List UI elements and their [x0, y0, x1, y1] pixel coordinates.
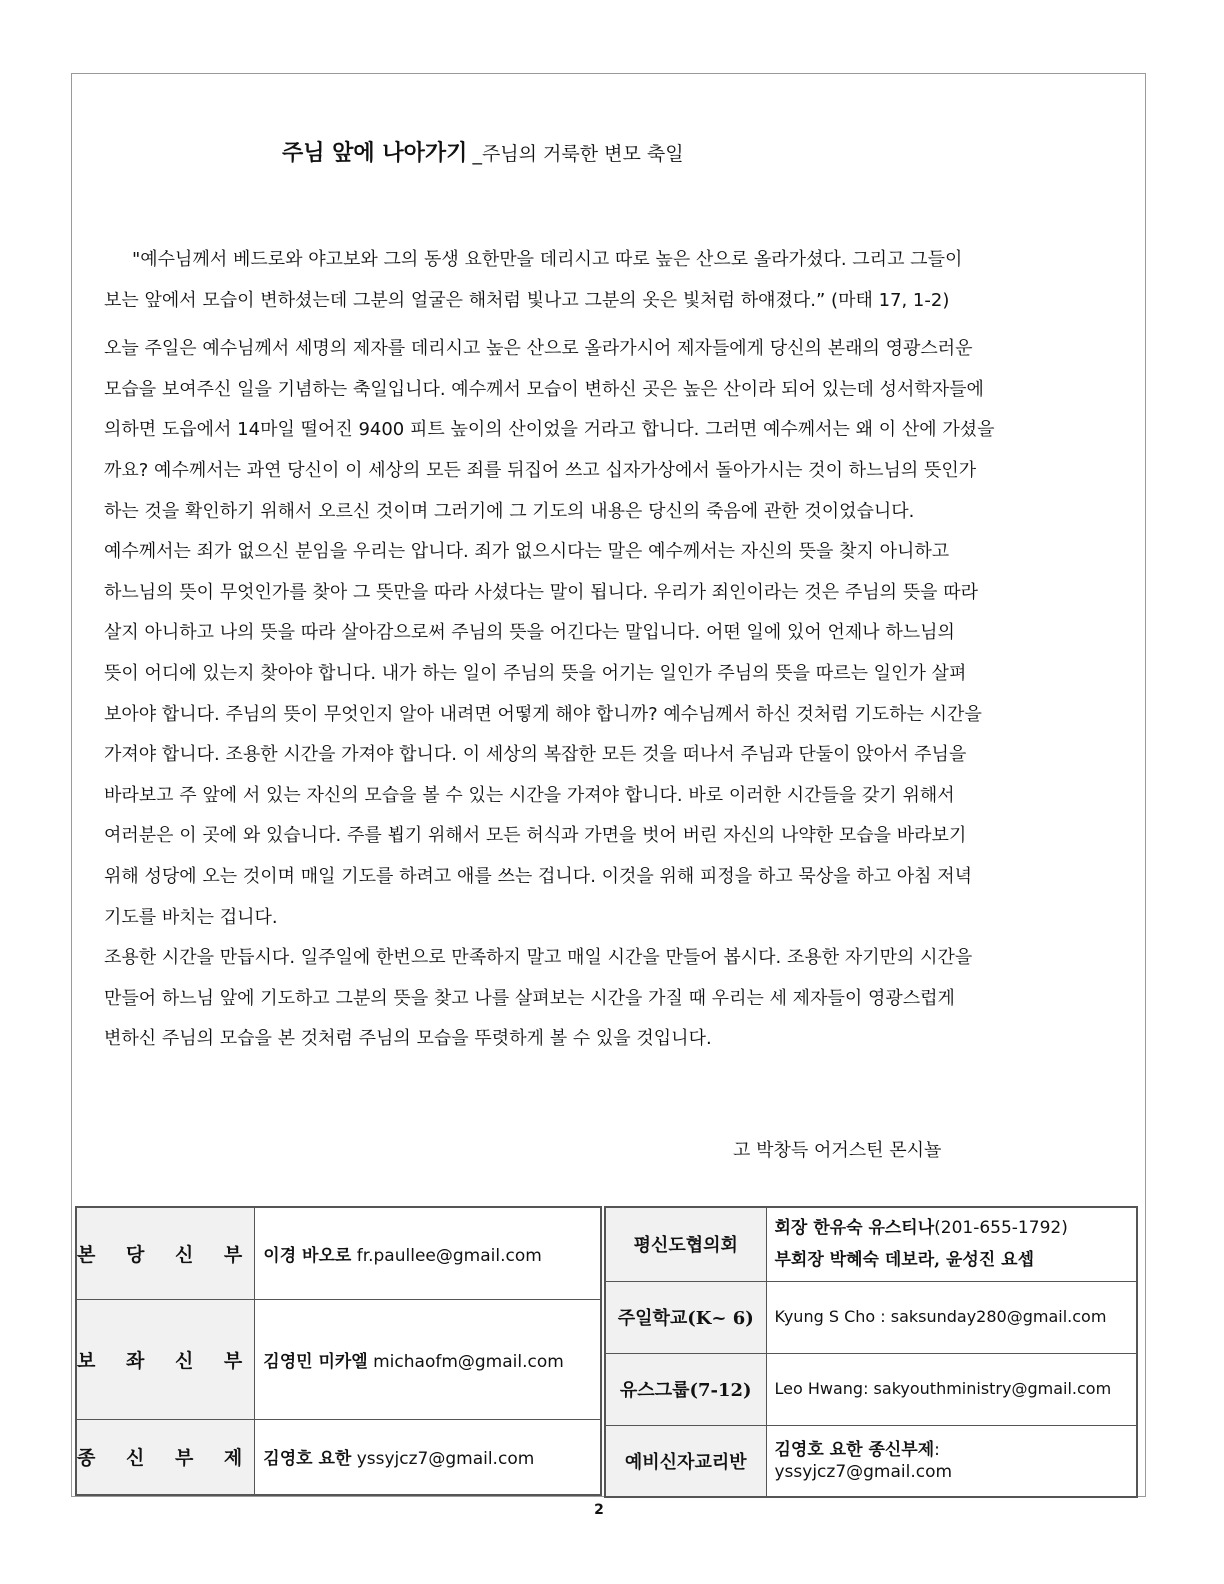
email-link[interactable]: fr.paullee@gmail.com [356, 1245, 542, 1266]
body-line: 보는 앞에서 모습이 변하셨는데 그분의 얼굴은 해처럼 빛나고 그분의 옷은 빛처럼 하얘졌다.” (마태 17, 1-2) [104, 289, 950, 311]
person-name: Leo Hwang [774, 1379, 864, 1398]
email-link[interactable]: michaofm@gmail.com [373, 1351, 564, 1372]
role-cell: 평신도협의회 [605, 1207, 766, 1281]
title-subtitle: _주님의 거룩한 변모 축일 [472, 143, 684, 165]
body-line: 여러분은 이 곳에 와 있습니다. 주를 뵙기 위해서 모든 허식과 가면을 벗어 버린 자신의 나약한 모습을 바라보기 [104, 825, 967, 847]
body-line: 기도를 바치는 겁니다. [104, 906, 278, 928]
role-cell: 보 좌 신 부 [76, 1299, 255, 1419]
title-main: 주님 앞에 나아가기 [282, 141, 468, 166]
body-line: 오늘 주일은 예수님께서 세명의 제자를 데리시고 높은 산으로 올라가시어 제자들에게 당신의 본래의 영광스러운 [104, 338, 973, 360]
body-line: 가져야 합니다. 조용한 시간을 가져야 합니다. 이 세상의 복잡한 모든 것을 떠나서 주님과 단둘이 앉아서 주님을 [104, 744, 967, 766]
table-row [605, 1207, 1137, 1281]
body-line: 예수께서는 죄가 없으신 분임을 우리는 압니다. 죄가 없으시다는 말은 예수께서는 자신의 뜻을 찾지 아니하고 [104, 541, 950, 563]
person-name: 김영호 요한 [263, 1449, 352, 1470]
president-name: 회장 한유숙 유스티나 [774, 1218, 935, 1239]
contact-cell [255, 1299, 601, 1419]
role-cell: 종 신 부 제 [76, 1419, 255, 1495]
role-cell: 본 당 신 부 [76, 1207, 255, 1299]
body-line: 하느님의 뜻이 무엇인가를 찾아 그 뜻만을 따라 사셨다는 말이 됩니다. 우리가 죄인이라는 것은 주님의 뜻을 따라 [104, 581, 979, 603]
body-line: 보아야 합니다. 주님의 뜻이 무엇인지 알아 내려면 어떻게 해야 합니까? 예수님께서 하신 것처럼 기도하는 시간을 [104, 703, 982, 725]
body-line: "예수님께서 베드로와 야고보와 그의 동생 요한만을 데리시고 따로 높은 산으로 올라가셨다. 그리고 그들이 [132, 249, 963, 270]
homily-body [104, 240, 1119, 1060]
role-cell: 예비신자교리반 [605, 1425, 766, 1497]
person-name: 이경 바오로 [263, 1245, 352, 1266]
role-cell: 주일학교(K~ 6) [605, 1281, 766, 1353]
table-row [76, 1207, 601, 1299]
table-row [76, 1419, 601, 1495]
separator: : [934, 1439, 940, 1460]
person-name: 김영호 요한 종신부제 [774, 1439, 935, 1460]
contact-cell [255, 1419, 601, 1495]
table-row [76, 1299, 601, 1419]
contact-cell [255, 1207, 601, 1299]
body-line: 모습을 보여주신 일을 기념하는 축일입니다. 예수께서 모습이 변하신 곳은 높은 산이라 되어 있는데 성서학자들에 [104, 378, 984, 400]
email-link[interactable]: yssyjcz7@gmail.com [356, 1449, 535, 1470]
table-row [605, 1281, 1137, 1353]
body-line: 까요? 예수께서는 과연 당신이 이 세상의 모든 죄를 뒤집어 쓰고 십자가상에서 돌아가시는 것이 하느님의 뜻인가 [104, 459, 977, 481]
vice-president-names: 부회장 박혜숙 데보라, 윤성진 요셉 [774, 1250, 1034, 1271]
author-signature: 고 박창득 어거스틴 몬시뇰 [733, 1140, 942, 1161]
body-line: 조용한 시간을 만듭시다. 일주일에 한번으로 만족하지 말고 매일 시간을 만들어 봅시다. 조용한 자기만의 시간을 [104, 947, 973, 969]
body-line: 살지 아니하고 나의 뜻을 따라 살아감으로써 주님의 뜻을 어긴다는 말입니다. 어떤 일에 있어 언제나 하느님의 [104, 622, 955, 644]
email-link[interactable]: yssyjcz7@gmail.com [774, 1461, 953, 1482]
page-number: 2 [594, 1502, 604, 1518]
contact-cell [766, 1281, 1137, 1353]
ministry-table [604, 1206, 1138, 1498]
body-line: 바라보고 주 앞에 서 있는 자신의 모습을 볼 수 있는 시간을 가져야 합니다. 바로 이러한 시간들을 갖기 위해서 [104, 784, 955, 806]
body-line: 뜻이 어디에 있는지 찾아야 합니다. 내가 하는 일이 주님의 뜻을 어기는 일인가 주님의 뜻을 따르는 일인가 살펴 [104, 662, 967, 684]
email-link[interactable]: : sakyouthministry@gmail.com [863, 1379, 1112, 1398]
role-cell: 유스그룹(7-12) [605, 1353, 766, 1425]
body-line: 위해 성당에 오는 것이며 매일 기도를 하려고 애를 쓰는 겁니다. 이것을 위해 피정을 하고 묵상을 하고 아침 저녁 [104, 865, 973, 887]
body-line: 변하신 주님의 모습을 본 것처럼 주님의 모습을 뚜렷하게 볼 수 있을 것입니다. [104, 1028, 712, 1050]
person-name: 김영민 미카엘 [263, 1351, 368, 1372]
contact-cell [766, 1425, 1137, 1497]
email-link[interactable]: Kyung S Cho : saksunday280@gmail.com [774, 1307, 1107, 1326]
body-line: 하는 것을 확인하기 위해서 오르신 것이며 그러기에 그 기도의 내용은 당신의 죽음에 관한 것이었습니다. [104, 500, 915, 522]
page-title [282, 136, 684, 167]
contact-cell [766, 1207, 1137, 1281]
table-row [605, 1353, 1137, 1425]
body-line: 의하면 도읍에서 14마일 떨어진 9400 피트 높이의 산이었을 거라고 합니다. 그러면 예수께서는 왜 이 산에 가셨을 [104, 419, 995, 441]
clergy-table [75, 1206, 602, 1496]
contact-cell [766, 1353, 1137, 1425]
phone-number: (201-655-1792) [934, 1218, 1068, 1239]
table-row [605, 1425, 1137, 1497]
body-line: 만들어 하느님 앞에 기도하고 그분의 뜻을 찾고 나를 살펴보는 시간을 가질 때 우리는 세 제자들이 영광스럽게 [104, 987, 955, 1009]
